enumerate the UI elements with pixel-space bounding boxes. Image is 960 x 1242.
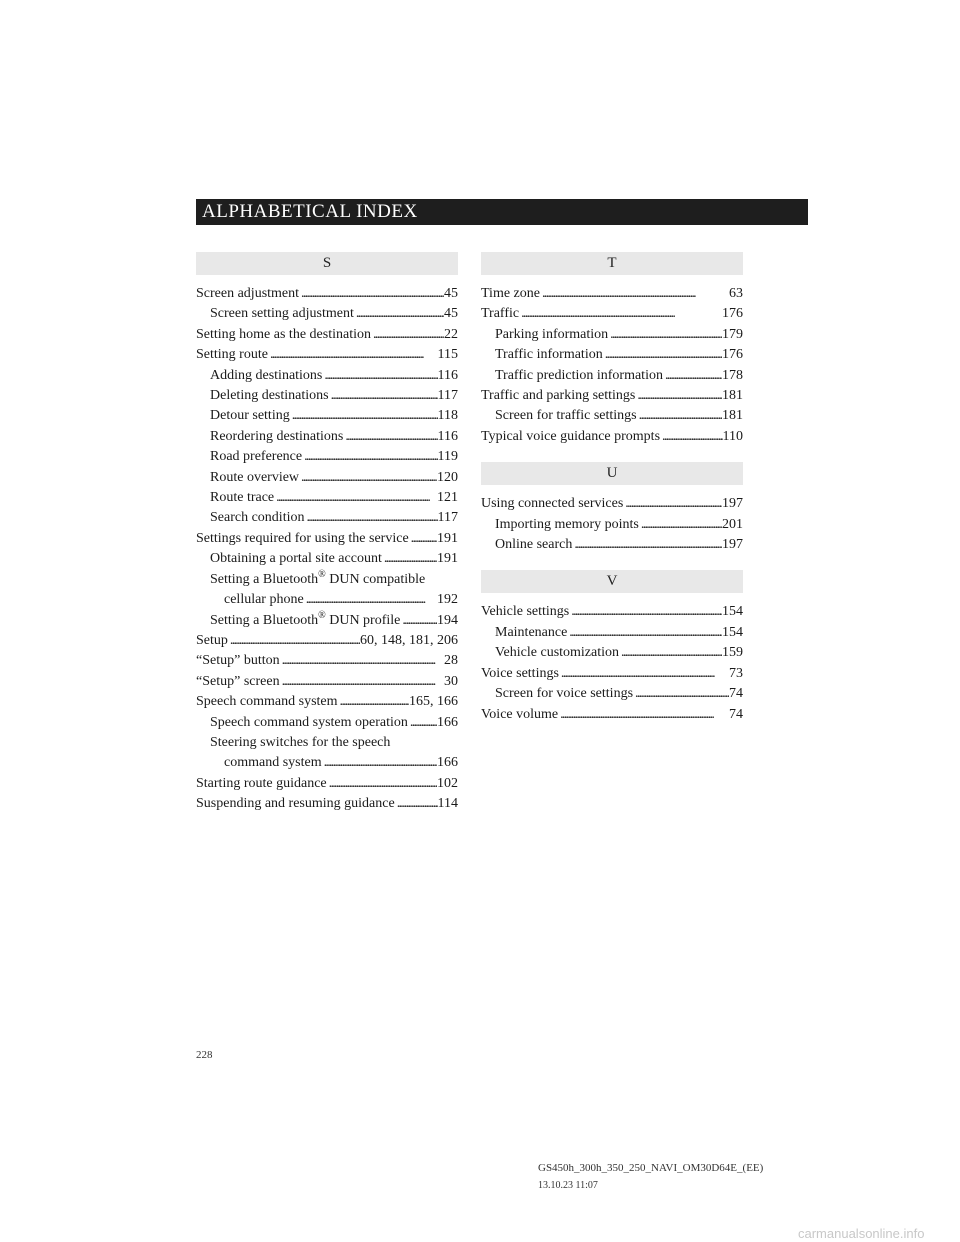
index-entry[interactable] <box>196 488 458 508</box>
leader-dots <box>302 447 437 467</box>
index-entry[interactable] <box>196 386 458 406</box>
index-entry[interactable] <box>196 529 458 549</box>
entry-page: 63 <box>729 286 743 301</box>
entry-page: 45 <box>444 286 458 301</box>
index-entry[interactable] <box>481 515 743 535</box>
entry-text: Deleting destinations <box>210 388 329 404</box>
entry-text: Time zone <box>481 286 540 301</box>
index-column-left <box>196 252 458 815</box>
entry-page: 74 <box>729 686 743 702</box>
entry-page: 176 <box>722 347 743 363</box>
leader-dots <box>280 651 444 671</box>
entry-text: Route overview <box>210 469 300 485</box>
index-entry-bluetooth-dun-compatible[interactable] <box>196 570 458 611</box>
index-entry[interactable] <box>196 631 458 651</box>
leader-dots <box>663 366 722 386</box>
index-entry-steering-switches[interactable] <box>196 733 458 774</box>
index-entry[interactable] <box>481 535 743 555</box>
leader-dots <box>228 631 360 651</box>
entry-page: 181 <box>722 408 743 424</box>
entry-list-t <box>481 284 743 447</box>
entry-text: Search condition <box>210 510 305 526</box>
entry-page: 120 <box>437 469 458 485</box>
index-entry[interactable] <box>481 366 743 386</box>
index-entry[interactable] <box>481 386 743 406</box>
page-header-bar <box>196 199 808 225</box>
entry-text: Maintenance <box>495 624 568 640</box>
section-heading-u: U <box>481 462 743 485</box>
entry-text: Setting home as the destination <box>196 326 371 342</box>
entry-page: 197 <box>722 537 743 553</box>
index-entry[interactable] <box>196 468 458 488</box>
entry-text: Online search <box>495 537 573 553</box>
index-column-right <box>481 252 743 725</box>
leader-dots <box>409 529 437 549</box>
entry-page: 178 <box>722 367 743 383</box>
entry-page: 117 <box>437 388 458 404</box>
index-entry[interactable] <box>196 304 458 324</box>
entry-page: 121 <box>437 490 458 506</box>
entry-text: Speech command system <box>196 694 338 710</box>
entry-text: Starting route guidance <box>196 775 327 791</box>
entry-text: Adding destinations <box>210 367 323 383</box>
index-entry[interactable] <box>196 406 458 426</box>
entry-text: Screen for voice settings <box>495 686 634 702</box>
index-entry[interactable] <box>196 366 458 386</box>
entry-text: Voice settings <box>481 665 559 681</box>
entry-text: Setup <box>196 632 228 648</box>
entry-page: 197 <box>722 496 743 512</box>
entry-text: Traffic prediction information <box>495 367 663 383</box>
leader-dots <box>329 386 438 406</box>
entry-text-line2: cellular phone <box>224 592 304 608</box>
entry-page: 45 <box>444 306 458 322</box>
document-code: GS450h_300h_350_250_NAVI_OM30D64E_(EE) <box>538 1162 764 1174</box>
section-heading-v: V <box>481 570 743 593</box>
leader-dots <box>608 325 722 345</box>
entry-page: 30 <box>444 673 458 689</box>
entry-text-line2: command system <box>224 755 322 771</box>
entry-page: 191 <box>437 530 458 546</box>
leader-dots <box>519 304 722 324</box>
entry-text: Road preference <box>210 449 303 465</box>
entry-text: Traffic and parking settings <box>481 388 636 404</box>
entry-page: 119 <box>437 449 458 465</box>
entry-text: Parking information <box>495 326 609 342</box>
index-entry[interactable] <box>481 664 743 684</box>
index-entry[interactable] <box>481 284 743 304</box>
entry-text: Reordering destinations <box>210 428 344 444</box>
entry-text: Screen setting adjustment <box>210 306 354 322</box>
leader-dots <box>268 345 438 365</box>
leader-dots <box>569 602 722 622</box>
entry-page: 176 <box>722 306 743 322</box>
index-entry[interactable] <box>481 304 743 324</box>
index-entry[interactable] <box>196 549 458 569</box>
entry-text: Typical voice guidance prompts <box>481 428 661 444</box>
leader-dots <box>280 672 444 692</box>
entry-list-u <box>481 494 743 555</box>
entry-text: Detour setting <box>210 408 290 424</box>
entry-text: Vehicle settings <box>481 604 570 620</box>
leader-dots <box>338 692 409 712</box>
leader-dots <box>322 366 437 386</box>
entry-text: “Setup” screen <box>196 673 280 689</box>
leader-dots <box>558 705 729 725</box>
entry-text: Traffic <box>481 306 520 322</box>
entry-page: 166 <box>437 714 458 730</box>
entry-page: 118 <box>437 408 458 424</box>
entry-page: 116 <box>437 367 458 383</box>
index-entry-bluetooth-dun-profile[interactable] <box>196 611 458 631</box>
print-date-time: 13.10.23 11:07 <box>538 1180 598 1191</box>
index-entry[interactable] <box>481 705 743 725</box>
entry-text: Setting route <box>196 347 268 363</box>
entry-text: Setting a Bluetooth <box>210 571 319 587</box>
index-entry[interactable] <box>481 494 743 514</box>
entry-page: 165, 166 <box>409 694 458 710</box>
entry-list-v <box>481 602 743 724</box>
index-entry[interactable] <box>481 325 743 345</box>
leader-dots <box>322 753 437 773</box>
leader-dots <box>572 535 722 555</box>
entry-page: 154 <box>722 604 743 620</box>
entry-page: 201 <box>722 516 743 532</box>
index-entry[interactable] <box>481 643 743 663</box>
index-entry[interactable] <box>196 672 458 692</box>
entry-text: Route trace <box>210 490 275 506</box>
entry-page: 115 <box>437 347 458 363</box>
index-entry[interactable] <box>196 427 458 447</box>
entry-page: 114 <box>437 796 458 812</box>
leader-dots <box>633 684 729 704</box>
entry-page: 116 <box>437 428 458 444</box>
section-heading-t: T <box>481 252 743 275</box>
leader-dots <box>639 515 722 535</box>
leader-dots <box>637 406 722 426</box>
entry-page: 154 <box>722 624 743 640</box>
leader-dots <box>619 643 722 663</box>
entry-text: “Setup” button <box>196 653 280 669</box>
index-entry[interactable] <box>196 345 458 365</box>
index-entry[interactable] <box>196 508 458 528</box>
entry-text: Importing memory points <box>495 516 639 532</box>
entry-text: Suspending and resuming guidance <box>196 796 395 812</box>
index-entry[interactable] <box>196 447 458 467</box>
entry-text: Using connected services <box>481 496 624 512</box>
leader-dots <box>635 386 722 406</box>
leader-dots <box>304 508 437 528</box>
entry-page: 181 <box>722 388 743 404</box>
index-entry[interactable] <box>481 406 743 426</box>
entry-text-cont: DUN compatible <box>325 571 426 587</box>
leader-dots <box>559 664 729 684</box>
index-entry[interactable] <box>481 684 743 704</box>
entry-text: Vehicle customization <box>495 645 620 661</box>
leader-dots <box>660 427 722 447</box>
index-entry[interactable] <box>481 345 743 365</box>
index-entry[interactable] <box>196 794 458 814</box>
entry-page: 192 <box>437 592 458 608</box>
index-entry[interactable] <box>196 713 458 733</box>
entry-page: 28 <box>444 653 458 669</box>
leader-dots <box>567 623 722 643</box>
watermark-text: carmanualsonline.info <box>798 1226 925 1241</box>
leader-dots <box>395 794 438 814</box>
index-entry[interactable] <box>196 692 458 712</box>
leader-dots <box>623 494 722 514</box>
leader-dots <box>327 774 437 794</box>
entry-text: Steering switches for the speech <box>210 734 391 750</box>
leader-dots <box>274 488 437 508</box>
registered-mark: ® <box>318 609 326 621</box>
entry-text: Traffic information <box>495 347 603 363</box>
entry-page: 74 <box>729 706 743 722</box>
entry-page: 117 <box>437 510 458 526</box>
entry-page: 159 <box>722 645 743 661</box>
leader-dots <box>354 304 444 324</box>
index-entry[interactable] <box>196 774 458 794</box>
entry-text-cont: DUN profile <box>325 612 401 628</box>
entry-text: Screen adjustment <box>196 286 300 301</box>
leader-dots <box>408 713 437 733</box>
entry-page: 60, 148, 181, 206 <box>360 632 458 648</box>
entry-text: Obtaining a portal site account <box>210 551 382 567</box>
leader-dots <box>304 590 437 610</box>
leader-dots <box>290 406 438 426</box>
leader-dots <box>603 345 722 365</box>
section-spacer <box>481 555 743 570</box>
index-entry[interactable] <box>196 651 458 671</box>
entry-list-s-3 <box>196 774 458 815</box>
entry-text: Voice volume <box>481 706 559 722</box>
entry-list-s-1 <box>196 284 458 570</box>
leader-dots <box>540 284 729 304</box>
index-entry[interactable] <box>196 325 458 345</box>
leader-dots <box>343 427 437 447</box>
leader-dots <box>382 549 437 569</box>
entry-text: Settings required for using the service <box>196 530 409 546</box>
section-spacer <box>481 447 743 462</box>
entry-text: Setting a Bluetooth <box>210 612 319 628</box>
entry-page: 191 <box>437 551 458 567</box>
leader-dots <box>299 284 444 304</box>
entry-page: 194 <box>437 612 458 628</box>
index-entry[interactable] <box>481 602 743 622</box>
entry-page: 102 <box>437 775 458 791</box>
index-entry[interactable] <box>196 284 458 304</box>
entry-text: Speech command system operation <box>210 714 408 730</box>
section-heading-s: S <box>196 252 458 275</box>
leader-dots <box>400 611 437 631</box>
entry-page: 22 <box>444 326 458 342</box>
page-header-title: ALPHABETICAL INDEX <box>202 201 418 222</box>
registered-mark: ® <box>318 568 326 580</box>
entry-list-s-2 <box>196 631 458 733</box>
index-entry[interactable] <box>481 623 743 643</box>
entry-text: Screen for traffic settings <box>495 408 637 424</box>
index-entry[interactable] <box>481 427 743 447</box>
entry-page: 166 <box>437 755 458 771</box>
leader-dots <box>299 468 437 488</box>
entry-page: 179 <box>722 326 743 342</box>
entry-page: 110 <box>722 428 743 444</box>
entry-page: 73 <box>729 665 743 681</box>
leader-dots <box>371 325 444 345</box>
page-number: 228 <box>196 1049 213 1061</box>
